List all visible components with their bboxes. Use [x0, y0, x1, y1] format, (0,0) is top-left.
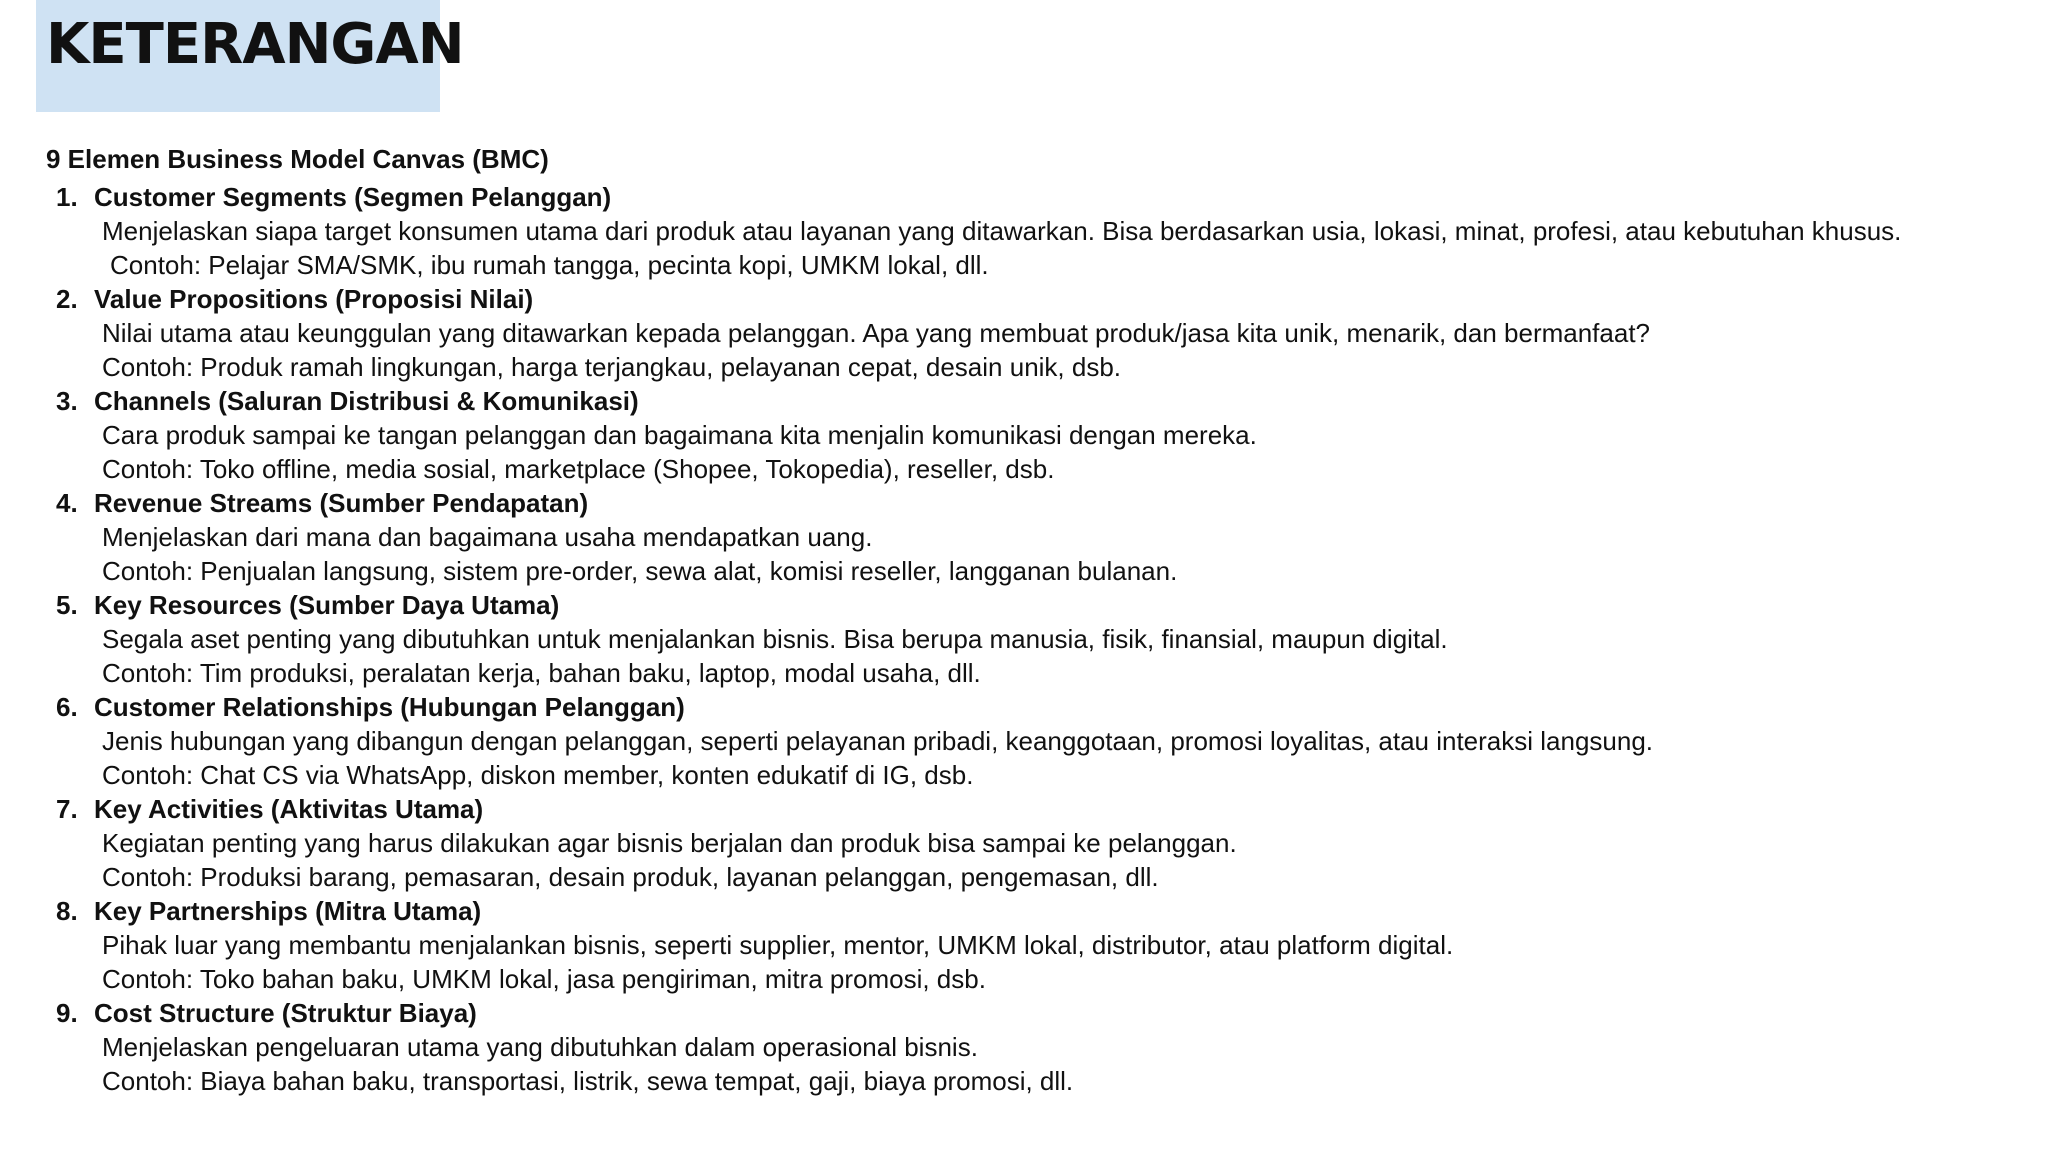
item-example: Contoh: Produk ramah lingkungan, harga terjangkau, pelayanan cepat, desain unik, dsb. — [102, 352, 1122, 382]
item-description: Jenis hubungan yang dibangun dengan pelanggan, seperti pelayanan pribadi, keanggotaan, promosi loyalitas, atau interaksi langsung. — [102, 726, 1654, 756]
item-example: Contoh: Toko bahan baku, UMKM lokal, jasa pengiriman, mitra promosi, dsb. — [102, 964, 986, 994]
item-example: Contoh: Chat CS via WhatsApp, diskon member, konten edukatif di IG, dsb. — [102, 760, 974, 790]
item-example: Contoh: Biaya bahan baku, transportasi, listrik, sewa tempat, gaji, biaya promosi, dll. — [102, 1066, 1074, 1096]
item-title: Key Resources (Sumber Daya Utama) — [94, 590, 560, 620]
item-title: Channels (Saluran Distribusi & Komunikasi) — [94, 386, 639, 416]
item-title: Customer Relationships (Hubungan Pelanggan) — [94, 692, 685, 722]
list-item-revenue-streams — [46, 486, 2006, 588]
section-heading: 9 Elemen Business Model Canvas (BMC) — [46, 144, 549, 174]
item-number: 5. — [56, 590, 78, 620]
item-number: 7. — [56, 794, 78, 824]
item-description: Kegiatan penting yang harus dilakukan agar bisnis berjalan dan produk bisa sampai ke pelanggan. — [102, 828, 1237, 858]
item-header — [46, 996, 2006, 1030]
item-header — [46, 486, 2006, 520]
list-item-key-resources — [46, 588, 2006, 690]
bmc-content — [46, 142, 2006, 1098]
list-item-customer-segments — [46, 180, 2006, 282]
item-title: Customer Segments (Segmen Pelanggan) — [94, 182, 612, 212]
item-number: 1. — [56, 182, 78, 212]
item-number: 3. — [56, 386, 78, 416]
list-item-key-activities — [46, 792, 2006, 894]
item-example: Contoh: Penjualan langsung, sistem pre-order, sewa alat, komisi reseller, langganan bulanan. — [102, 556, 1178, 586]
title-banner — [36, 0, 464, 112]
item-header — [46, 792, 2006, 826]
list-item-key-partnerships — [46, 894, 2006, 996]
list-item-channels — [46, 384, 2006, 486]
list-item-customer-relationships — [46, 690, 2006, 792]
item-description: Nilai utama atau keunggulan yang ditawarkan kepada pelanggan. Apa yang membuat produk/jasa kita unik, menarik, dan bermanfaat? — [102, 318, 1651, 348]
item-header — [46, 180, 2006, 214]
item-number: 8. — [56, 896, 78, 926]
item-title: Revenue Streams (Sumber Pendapatan) — [94, 488, 589, 518]
item-description: Menjelaskan siapa target konsumen utama dari produk atau layanan yang ditawarkan. Bisa berdasarkan usia, lokasi, minat, profesi, atau kebutuhan khusus. — [102, 216, 1902, 246]
item-number: 2. — [56, 284, 78, 314]
item-header — [46, 690, 2006, 724]
list-item-cost-structure — [46, 996, 2006, 1098]
item-number: 6. — [56, 692, 78, 722]
item-example: Contoh: Tim produksi, peralatan kerja, bahan baku, laptop, modal usaha, dll. — [102, 658, 981, 688]
item-description: Cara produk sampai ke tangan pelanggan dan bagaimana kita menjalin komunikasi dengan mereka. — [102, 420, 1257, 450]
item-description: Menjelaskan dari mana dan bagaimana usaha mendapatkan uang. — [102, 522, 873, 552]
item-description: Pihak luar yang membantu menjalankan bisnis, seperti supplier, mentor, UMKM lokal, distributor, atau platform digital. — [102, 930, 1454, 960]
item-description: Menjelaskan pengeluaran utama yang dibutuhkan dalam operasional bisnis. — [102, 1032, 978, 1062]
item-description: Segala aset penting yang dibutuhkan untuk menjalankan bisnis. Bisa berupa manusia, fisik, finansial, maupun digital. — [102, 624, 1448, 654]
page-title: KETERANGAN — [46, 12, 464, 77]
item-example: Contoh: Produksi barang, pemasaran, desain produk, layanan pelanggan, pengemasan, dll. — [102, 862, 1159, 892]
item-number: 4. — [56, 488, 78, 518]
item-header — [46, 588, 2006, 622]
item-title: Key Partnerships (Mitra Utama) — [94, 896, 482, 926]
item-example: Contoh: Pelajar SMA/SMK, ibu rumah tangga, pecinta kopi, UMKM lokal, dll. — [110, 250, 989, 280]
item-header — [46, 384, 2006, 418]
item-number: 9. — [56, 998, 78, 1028]
item-header — [46, 282, 2006, 316]
list-item-value-propositions — [46, 282, 2006, 384]
item-example: Contoh: Toko offline, media sosial, marketplace (Shopee, Tokopedia), reseller, dsb. — [102, 454, 1055, 484]
item-header — [46, 894, 2006, 928]
item-title: Value Propositions (Proposisi Nilai) — [94, 284, 534, 314]
item-title: Key Activities (Aktivitas Utama) — [94, 794, 484, 824]
item-title: Cost Structure (Struktur Biaya) — [94, 998, 477, 1028]
